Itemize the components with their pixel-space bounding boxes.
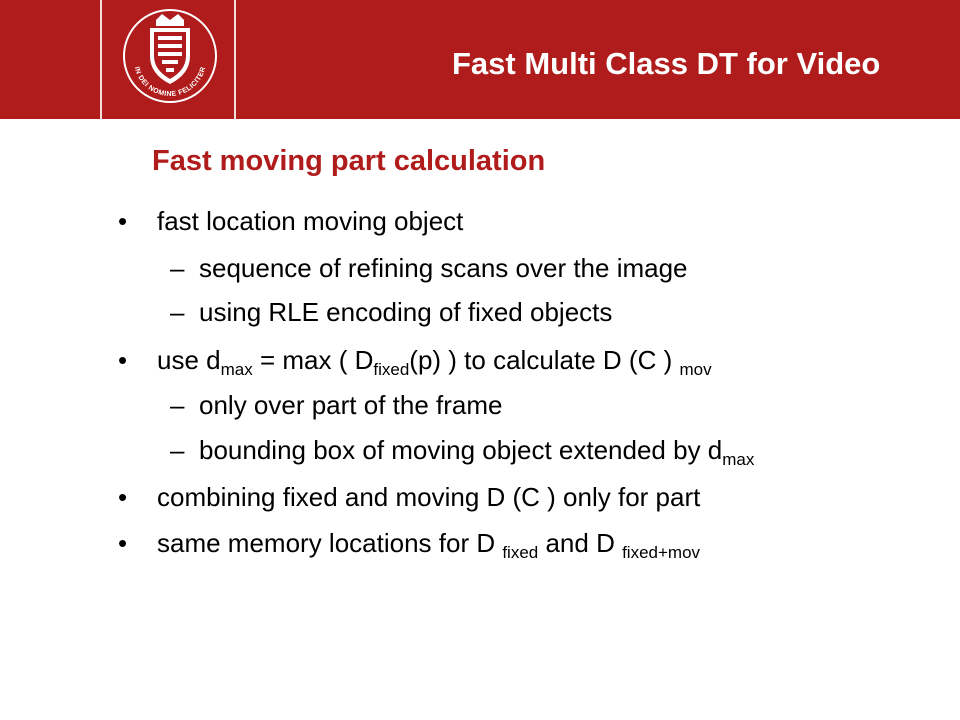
sub-bullet-marker: – [170, 435, 185, 465]
subscript: max [220, 360, 253, 379]
bullet-marker: • [118, 206, 128, 236]
sub-bullet-item: only over part of the frame [199, 390, 503, 420]
text-run: use d [157, 345, 221, 375]
sub-bullet-marker: – [170, 390, 185, 420]
text-run: and D [538, 528, 623, 558]
bullet-item: fast location moving object [157, 206, 464, 236]
text-run: same memory locations for D [157, 528, 503, 558]
sub-bullet-item: using RLE encoding of fixed objects [199, 297, 613, 327]
subscript: mov [679, 360, 712, 379]
seal-motto: IN DEI NOMINE FELICITER [132, 65, 208, 99]
bullet-marker: • [118, 482, 128, 512]
bullet-marker: • [118, 345, 128, 375]
bullet-item: combining fixed and moving D (C ) only for part [157, 482, 701, 512]
text-run: (p) ) to calculate D (C ) [409, 345, 680, 375]
slide-title: Fast Multi Class DT for Video [452, 46, 881, 81]
subscript: max [722, 450, 755, 469]
section-title: Fast moving part calculation [152, 145, 546, 177]
bullet-marker: • [118, 528, 128, 558]
sub-bullet-item: sequence of refining scans over the image [199, 253, 688, 283]
subscript: fixed+mov [622, 543, 701, 562]
bullet-item [157, 527, 701, 562]
sub-bullet-marker: – [170, 253, 185, 283]
text-run: = max ( D [252, 345, 374, 375]
sub-bullet-marker: – [170, 297, 185, 327]
sub-bullet-item [199, 434, 755, 469]
subscript: fixed [502, 543, 539, 562]
subscript: fixed [373, 360, 410, 379]
text-run: bounding box of moving object extended by d [199, 435, 723, 465]
bullet-item [157, 344, 712, 379]
